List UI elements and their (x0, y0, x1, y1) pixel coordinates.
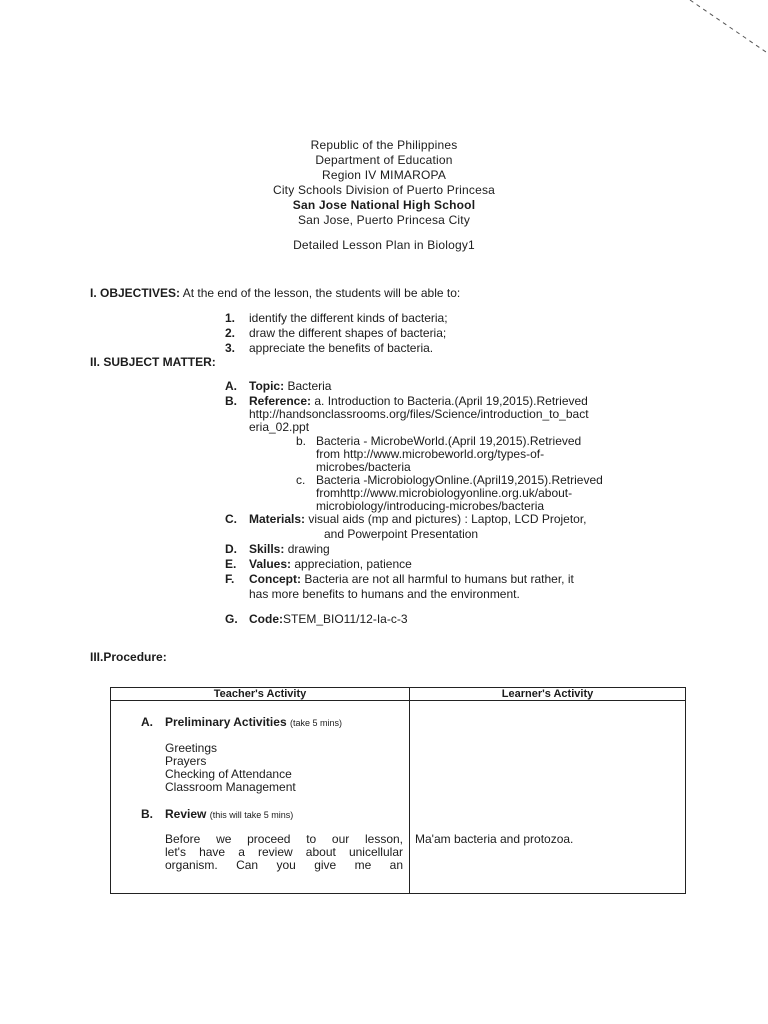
learner-activity-cell (410, 701, 686, 894)
header-school: San Jose National High School (292, 198, 476, 212)
review-letter: B. (141, 807, 153, 821)
subject-matter-heading: II. SUBJECT MATTER: (90, 355, 216, 369)
objective-2-text: draw the different shapes of bacteria; (249, 326, 447, 340)
concept-line1: Bacteria are not all harmful to humans but rather, it (304, 572, 574, 586)
page-corner-fold-mark (688, 0, 768, 60)
prelim-note: (take 5 mins) (289, 718, 342, 728)
lesson-plan-title: Detailed Lesson Plan in Biology1 (293, 238, 475, 252)
header-republic: Republic of the Philippines (310, 138, 458, 152)
reference-c-line3: microbiology/introducing-microbes/bacteria (316, 499, 545, 513)
code-letter: G. (225, 612, 238, 626)
prelim-row (165, 715, 342, 729)
topic-letter: A. (225, 379, 237, 393)
objective-3-number: 3. (225, 341, 236, 355)
reference-c-line1: Bacteria -MicrobiologyOnline.(April19,2015).Retrieved (316, 473, 603, 487)
reference-key: Reference: (249, 394, 312, 408)
objective-1-text: identify the different kinds of bacteria; (249, 311, 448, 325)
prelim-item-classroom: Classroom Management (165, 780, 296, 794)
prelim-item-greetings: Greetings (165, 741, 218, 755)
values-value: appreciation, patience (294, 557, 412, 571)
materials-line2: and Powerpoint Presentation (324, 527, 479, 541)
reference-b-line3: microbes/bacteria (316, 460, 411, 474)
review-title: Review (165, 807, 207, 821)
code-value: STEM_BIO11/12-Ia-c-3 (283, 612, 408, 626)
values-key: Values: (249, 557, 292, 571)
materials-line1: visual aids (mp and pictures) : Laptop, LCD Projetor, (308, 512, 587, 526)
teacher-activity-cell (111, 701, 410, 894)
topic-value: Bacteria (287, 379, 332, 393)
concept-line2: has more benefits to humans and the environment. (249, 587, 520, 601)
procedure-table (110, 687, 686, 894)
concept-key: Concept: (249, 572, 301, 586)
procedure-heading: III.Procedure: (90, 650, 167, 664)
reference-a-line1-row (249, 394, 588, 408)
reference-b-letter: b. (296, 434, 307, 448)
objectives-intro: At the end of the lesson, the students will be able to: (182, 286, 461, 300)
prelim-letter: A. (141, 715, 153, 729)
objective-1-number: 1. (225, 311, 236, 325)
materials-letter: C. (225, 512, 237, 526)
skills-letter: D. (225, 542, 237, 556)
procedure-table-row (111, 701, 686, 894)
concept-letter: F. (225, 572, 235, 586)
objectives-label: I. OBJECTIVES: (90, 286, 181, 300)
header-address: San Jose, Puerto Princesa City (297, 213, 471, 227)
header-division: City Schools Division of Puerto Princesa (272, 183, 496, 197)
reference-b-line2: from http://www.microbeworld.org/types-of- (316, 447, 545, 461)
review-line1: Before we proceed to our lesson, (165, 832, 403, 846)
materials-row (249, 512, 587, 526)
code-key: Code: (249, 612, 283, 626)
topic-key: Topic: (249, 379, 285, 393)
reference-b-line1: Bacteria - MicrobeWorld.(April 19,2015).Retrieved (316, 434, 582, 448)
objectives-heading (90, 286, 460, 300)
teacher-activity-header: Teacher's Activity (111, 688, 410, 701)
reference-c-line2: fromhttp://www.microbiologyonline.org.uk/about- (316, 486, 573, 500)
objective-2-number: 2. (225, 326, 236, 340)
materials-key: Materials: (249, 512, 306, 526)
procedure-table-header-row (111, 688, 686, 701)
reference-a-line1: a. Introduction to Bacteria.(April 19,2015).Retrieved (314, 394, 588, 408)
review-note: (this will take 5 mins) (209, 810, 294, 820)
prelim-item-attendance: Checking of Attendance (165, 767, 292, 781)
prelim-item-prayers: Prayers (165, 754, 207, 768)
values-letter: E. (225, 557, 237, 571)
code-row (249, 612, 408, 626)
header-department: Department of Education (315, 153, 453, 167)
skills-value: drawing (287, 542, 330, 556)
skills-row (249, 542, 330, 556)
reference-a-line3: eria_02.ppt (249, 420, 310, 434)
reference-letter: B. (225, 394, 237, 408)
concept-row (249, 572, 574, 586)
reference-a-line2: http://handsonclassrooms.org/files/Science/introduction_to_bact (249, 407, 589, 421)
review-row (165, 807, 293, 821)
review-line3: organism. Can you give me an (165, 858, 403, 872)
topic-row (249, 379, 331, 393)
objective-3-text: appreciate the benefits of bacteria. (249, 341, 434, 355)
skills-key: Skills: (249, 542, 285, 556)
learner-activity-header: Learner's Activity (410, 688, 686, 701)
prelim-title: Preliminary Activities (165, 715, 287, 729)
review-line2: let's have a review about unicellular (165, 845, 403, 859)
values-row (249, 557, 412, 571)
header-region: Region IV MIMAROPA (321, 168, 447, 182)
learner-answer: Ma'am bacteria and protozoa. (415, 832, 574, 846)
reference-c-letter: c. (296, 473, 306, 487)
